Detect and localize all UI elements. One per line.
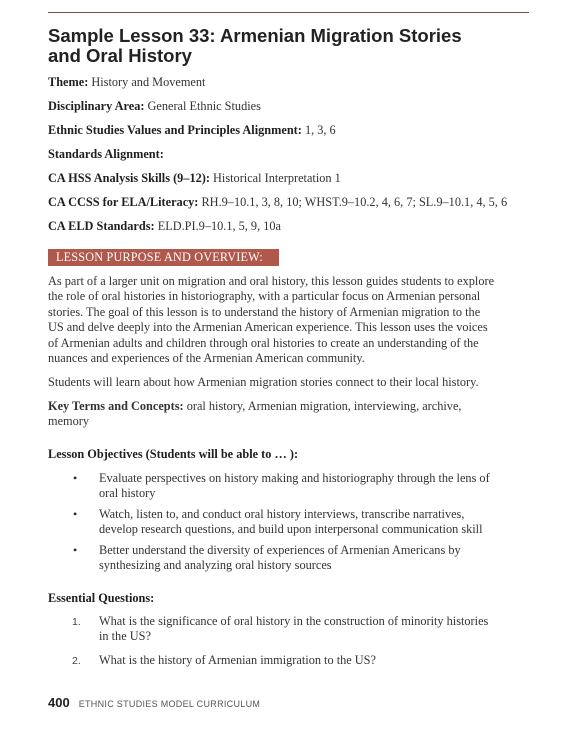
eld-value: ELD.PI.9–10.1, 5, 9, 10a: [157, 219, 281, 233]
bullet-icon: •: [73, 471, 78, 485]
ccss-value: RH.9–10.1, 3, 8, 10; WHST.9–10.2, 4, 6, 7; SL.9–10.1, 4, 5, 6: [201, 195, 508, 209]
values-alignment-label: Ethnic Studies Values and Principles Alignment:: [48, 123, 302, 137]
objective-item: [99, 507, 529, 538]
theme-label: Theme:: [48, 75, 89, 89]
lesson-title-line-1: Sample Lesson 33: Armenian Migration Stories: [48, 25, 462, 46]
question-line: in the US?: [99, 629, 151, 644]
question-number: 2.: [72, 655, 81, 667]
objectives-heading: Lesson Objectives (Students will be able to … ):: [48, 447, 299, 461]
top-rule: [48, 12, 529, 13]
bullet-icon: •: [73, 543, 78, 557]
objective-line: Better understand the diversity of experiences of Armenian Americans by: [99, 543, 461, 557]
objective-item: [99, 471, 529, 502]
overview-line: of Armenian adults and children through oral histories to create an understanding of the: [48, 335, 479, 350]
key-terms-value: oral history, Armenian migration, interviewing, archive,: [186, 399, 462, 413]
hss-skills-value: Historical Interpretation 1: [213, 171, 341, 185]
objective-line: Evaluate perspectives on history making and historiography through the lens of: [99, 471, 490, 485]
values-alignment-value: 1, 3, 6: [304, 123, 336, 137]
objective-line: develop research questions, and build upon interpersonal communication skill: [99, 522, 483, 537]
overview-line: stories. The goal of this lesson is to understand the history of Armenian migration to the: [48, 304, 481, 319]
question-line: What is the significance of oral history in the construction of minority histories: [99, 614, 489, 628]
overview-line: As part of a larger unit on migration and oral history, this lesson guides students to explore: [48, 274, 495, 288]
key-terms-continuation: memory: [48, 414, 89, 429]
page-footer: [48, 694, 260, 712]
eld-line: [48, 218, 538, 234]
question-item: [99, 653, 529, 668]
overview-line: nuances and experiences of the Armenian American community.: [48, 351, 365, 366]
objective-line: synthesizing and analyzing oral history sources: [99, 558, 332, 573]
objective-line: oral history: [99, 486, 156, 501]
values-alignment-line: [48, 122, 538, 138]
hss-skills-line: [48, 170, 538, 186]
overview-line: the role of oral histories in historiography, with a particular focus on Armenian personal: [48, 289, 481, 304]
key-terms-line: [48, 399, 530, 414]
page-number: 400: [48, 695, 70, 710]
question-item: [99, 614, 529, 645]
lesson-title: [48, 26, 528, 66]
ccss-label: CA CCSS for ELA/Literacy:: [48, 195, 199, 209]
overview-paragraph: [48, 274, 530, 366]
key-terms-label: Key Terms and Concepts:: [48, 399, 184, 413]
disciplinary-area-label: Disciplinary Area:: [48, 99, 145, 113]
essential-questions-heading: Essential Questions:: [48, 591, 155, 605]
standards-alignment-heading: [48, 146, 538, 162]
disciplinary-area-line: [48, 98, 538, 114]
theme-value: History and Movement: [91, 75, 206, 89]
section-banner: LESSON PURPOSE AND OVERVIEW:: [48, 249, 279, 266]
lesson-title-line-2: and Oral History: [48, 45, 192, 66]
objective-line: Watch, listen to, and conduct oral history interviews, transcribe narratives,: [99, 507, 465, 521]
key-terms-paragraph: [48, 399, 530, 430]
disciplinary-area-value: General Ethnic Studies: [147, 99, 261, 113]
question-line: What is the history of Armenian immigration to the US?: [99, 653, 376, 667]
objective-item: [99, 543, 529, 574]
students-paragraph: Students will learn about how Armenian migration stories connect to their local history.: [48, 375, 479, 389]
standards-alignment-label: Standards Alignment:: [48, 147, 164, 161]
theme-line: [48, 74, 538, 90]
footer-label: ETHNIC STUDIES MODEL CURRICULUM: [78, 699, 261, 709]
question-number: 1.: [72, 616, 81, 628]
ccss-line: [48, 194, 538, 210]
bullet-icon: •: [73, 507, 78, 521]
hss-skills-label: CA HSS Analysis Skills (9–12):: [48, 171, 210, 185]
eld-label: CA ELD Standards:: [48, 219, 155, 233]
overview-line: US and delve deeply into the Armenian American experience. This lesson uses the voices: [48, 320, 488, 335]
